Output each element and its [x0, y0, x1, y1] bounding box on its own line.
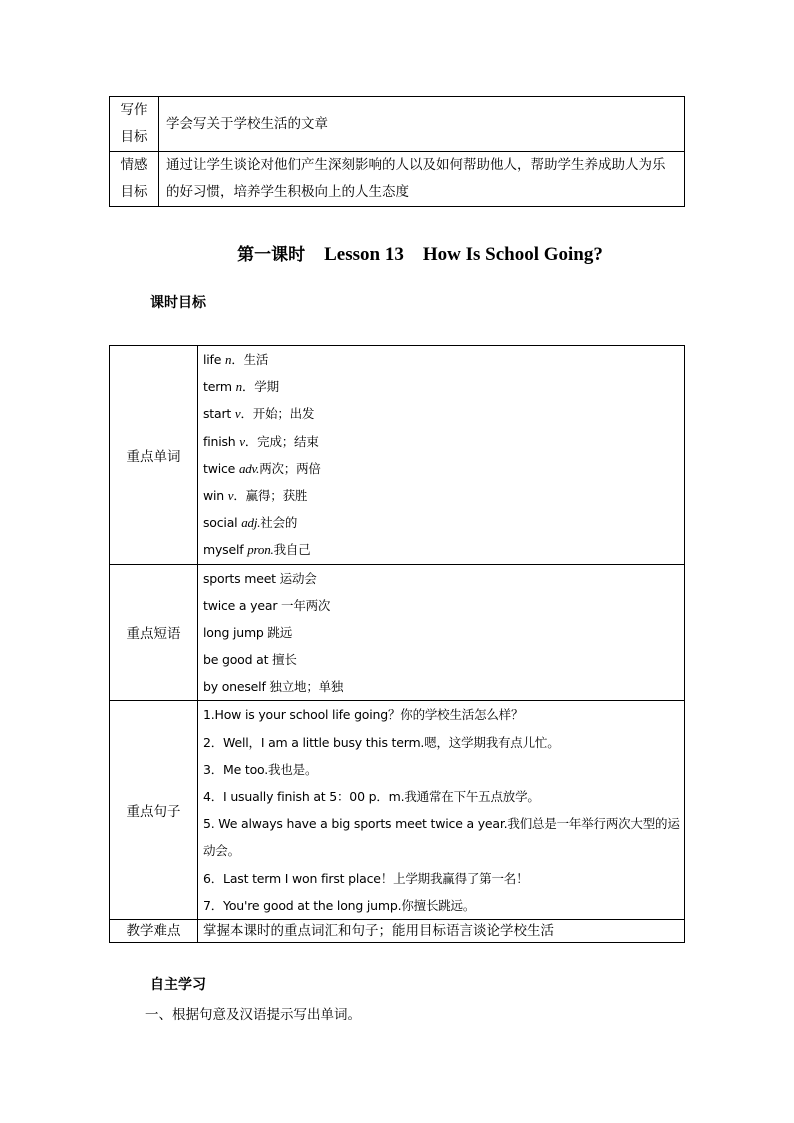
vocabulary-word: start [203, 406, 235, 422]
vocabulary-pos: n [225, 352, 232, 367]
section-heading-objectives: 课时目标 [150, 295, 206, 311]
sentence-item: 4．I usually finish at 5：00 p．m.我通常在下午五点放学。 [203, 789, 540, 805]
goals-row-emotion [110, 152, 685, 207]
sentence-item: 2．Well，I am a little busy this term.嗯，这学期我有点儿忙。 [203, 734, 560, 750]
sentences-list [198, 701, 685, 920]
goals-value-writing: 学会写关于学校生活的文章 [159, 97, 685, 152]
vocabulary-pos: pron. [247, 542, 274, 558]
phrases-list [198, 564, 685, 701]
objectives-row-phrases [110, 564, 685, 701]
vocabulary-meaning: 社会的 [260, 515, 298, 531]
vocabulary-meaning: ．赢得；获胜 [233, 487, 308, 503]
vocabulary-pos: n [235, 379, 242, 395]
vocabulary-word: win [203, 487, 228, 503]
vocabulary-word: life [203, 352, 226, 367]
vocabulary-word: finish [203, 433, 240, 449]
vocabulary-item [203, 400, 680, 427]
phrase-item: long jump 跳远 [203, 624, 293, 640]
vocabulary-word: term [203, 379, 236, 395]
sentence-item: 7．You're good at the long jump.你擅长跳远。 [203, 897, 476, 913]
goals-label-writing-l1: 写作 [120, 102, 148, 118]
sentence-item: 5. We always have a big sports meet twice a year.我们总是一年举行两次大型的运动会。 [203, 816, 680, 859]
goals-label-emotion-l1: 情感 [120, 157, 148, 173]
goals-row-writing [110, 97, 685, 152]
phrase-item: sports meet 运动会 [203, 570, 317, 586]
objectives-row-sentences [110, 701, 685, 920]
lesson-title-topic: How Is School Going? [422, 244, 603, 265]
goals-label-writing [110, 97, 159, 152]
lesson-title-prefix: 第一课时 [237, 245, 306, 265]
phrase-item: be good at 擅长 [203, 652, 297, 668]
phrase-item: twice a year 一年两次 [203, 597, 331, 613]
vocabulary-item [203, 482, 680, 509]
vocabulary-item [203, 455, 680, 482]
vocabulary-word: social [203, 515, 242, 531]
phrases-label: 重点短语 [110, 564, 198, 701]
goals-label-emotion [110, 152, 159, 207]
exercise-instruction: 一、根据句意及汉语提示写出单词。 [145, 1007, 361, 1023]
vocabulary-meaning: ．开始；出发 [240, 406, 315, 422]
vocabulary-meaning: 两次；两倍 [259, 460, 321, 476]
vocabulary-item [203, 536, 680, 563]
section-heading-self-study: 自主学习 [150, 977, 206, 993]
objectives-row-vocabulary [110, 346, 685, 565]
vocabulary-item [203, 373, 680, 400]
phrase-item: by oneself 独立地；单独 [203, 679, 344, 695]
lesson-title-lesson: Lesson 13 [324, 244, 404, 265]
vocabulary-word: twice [203, 460, 239, 476]
objectives-table [109, 345, 685, 943]
sentence-item: 6．Last term I won first place！上学期我赢得了第一名！ [203, 870, 529, 886]
goals-table [109, 96, 685, 207]
vocabulary-pos: v [239, 433, 245, 449]
vocabulary-meaning: ．完成；结束 [244, 433, 319, 449]
vocabulary-pos: adv. [238, 460, 260, 476]
sentences-label: 重点句子 [110, 701, 198, 920]
vocabulary-pos: v [234, 406, 241, 422]
vocabulary-list [198, 346, 685, 565]
difficulty-value: 掌握本课时的重点词汇和句子；能用目标语言谈论学校生活 [198, 920, 685, 943]
vocabulary-pos: adj. [241, 515, 261, 531]
vocabulary-label: 重点单词 [110, 346, 198, 565]
goals-value-emotion: 通过让学生谈论对他们产生深刻影响的人以及如何帮助他人，帮助学生养成助人为乐的好习惯，培养学生积极向上的人生态度 [159, 152, 685, 207]
difficulty-label: 教学难点 [110, 920, 198, 943]
lesson-title [0, 240, 794, 266]
vocabulary-meaning: ．生活 [231, 352, 269, 367]
objectives-row-difficulty [110, 920, 685, 943]
vocabulary-word: myself [203, 542, 248, 558]
goals-label-emotion-l2: 目标 [120, 184, 148, 200]
goals-label-writing-l2: 目标 [120, 129, 148, 145]
sentence-item: 3．Me too.我也是。 [203, 761, 318, 777]
vocabulary-item [203, 509, 680, 536]
sentence-item: 1.How is your school life going？你的学校生活怎么样？ [203, 707, 524, 723]
vocabulary-item [203, 428, 680, 455]
vocabulary-pos: v [227, 487, 234, 503]
vocabulary-item [203, 346, 680, 373]
vocabulary-meaning: ．学期 [241, 379, 279, 395]
vocabulary-meaning: 我自己 [273, 542, 311, 558]
